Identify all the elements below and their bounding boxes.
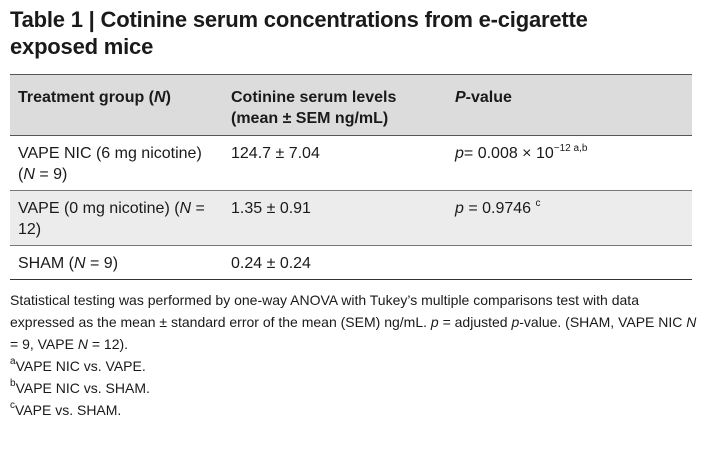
cotinine-table <box>10 74 692 280</box>
header-pvalue <box>447 75 692 136</box>
notes-text: Statistical testing was performed by one-way ANOVA with Tukey’s multiple comparisons test with data expressed as the mean ± standard error of the mean (SEM) ng/mL. <box>10 292 639 330</box>
table-row <box>10 246 692 280</box>
group-n: N <box>179 200 192 217</box>
group-count: = 9) <box>85 255 119 272</box>
pvalue-p: p <box>455 145 464 162</box>
cell-group <box>10 191 223 246</box>
notes-text: = 12). <box>87 336 129 352</box>
header-treatment-n: N <box>154 89 166 106</box>
header-pvalue-suffix: -value <box>465 89 512 106</box>
table-row <box>10 136 692 191</box>
header-treatment-group <box>10 75 223 136</box>
group-count: = 12) <box>18 200 205 238</box>
footnote-text: VAPE vs. SHAM. <box>15 402 122 418</box>
notes-text: -value. (SHAM, VAPE NIC <box>519 314 687 330</box>
header-treatment-suffix: ) <box>165 89 171 106</box>
group-text: VAPE (0 mg nicotine) ( <box>18 200 180 217</box>
header-cotinine: Cotinine serum levels (mean ± SEM ng/mL) <box>231 89 397 127</box>
data-table-container <box>10 74 692 280</box>
header-treatment-text: Treatment group ( <box>18 89 155 106</box>
group-text: VAPE NIC (6 mg nicotine) ( <box>18 145 202 183</box>
header-pvalue-p: P <box>455 89 466 106</box>
group-text: SHAM ( <box>18 255 74 272</box>
pvalue-exponent: −12 a,b <box>553 143 588 154</box>
pvalue-value: = 0.9746 <box>463 200 536 217</box>
notes-text: = 9, VAPE <box>10 336 78 352</box>
footnote-c <box>10 399 700 421</box>
table-row <box>10 191 692 246</box>
cell-cotinine: 0.24 ± 0.24 <box>231 255 311 272</box>
cell-cotinine: 124.7 ± 7.04 <box>231 145 320 162</box>
cell-pvalue <box>447 246 692 280</box>
cell-pvalue <box>447 136 692 191</box>
table-notes <box>10 289 700 421</box>
cell-group <box>10 136 223 191</box>
table-title: Table 1 | Cotinine serum concentrations from e-cigarette exposed mice <box>10 7 588 59</box>
footnote-text: VAPE NIC vs. SHAM. <box>15 380 150 396</box>
pvalue-value: = 0.008 × 10 <box>463 145 554 162</box>
footnote-mark: b <box>10 378 16 389</box>
footnote-a <box>10 355 700 377</box>
notes-main <box>10 289 700 355</box>
footnote-text: VAPE NIC vs. VAPE. <box>15 358 146 374</box>
footnote-mark: a <box>10 356 16 367</box>
notes-n: N <box>686 314 697 330</box>
notes-text: = adjusted <box>438 314 512 330</box>
group-n: N <box>23 166 35 183</box>
pvalue-p: p <box>455 200 464 217</box>
cell-cotinine: 1.35 ± 0.91 <box>231 200 311 217</box>
table-header-row <box>10 75 692 136</box>
group-n: N <box>74 255 86 272</box>
footnote-b <box>10 377 700 399</box>
pvalue-exponent: c <box>535 198 541 209</box>
group-count: = 9) <box>34 166 68 183</box>
footnote-mark: c <box>10 400 15 411</box>
notes-p: p <box>430 314 439 330</box>
cell-group <box>10 246 223 280</box>
cell-pvalue <box>447 191 692 246</box>
notes-n: N <box>77 336 88 352</box>
notes-p: p <box>511 314 520 330</box>
